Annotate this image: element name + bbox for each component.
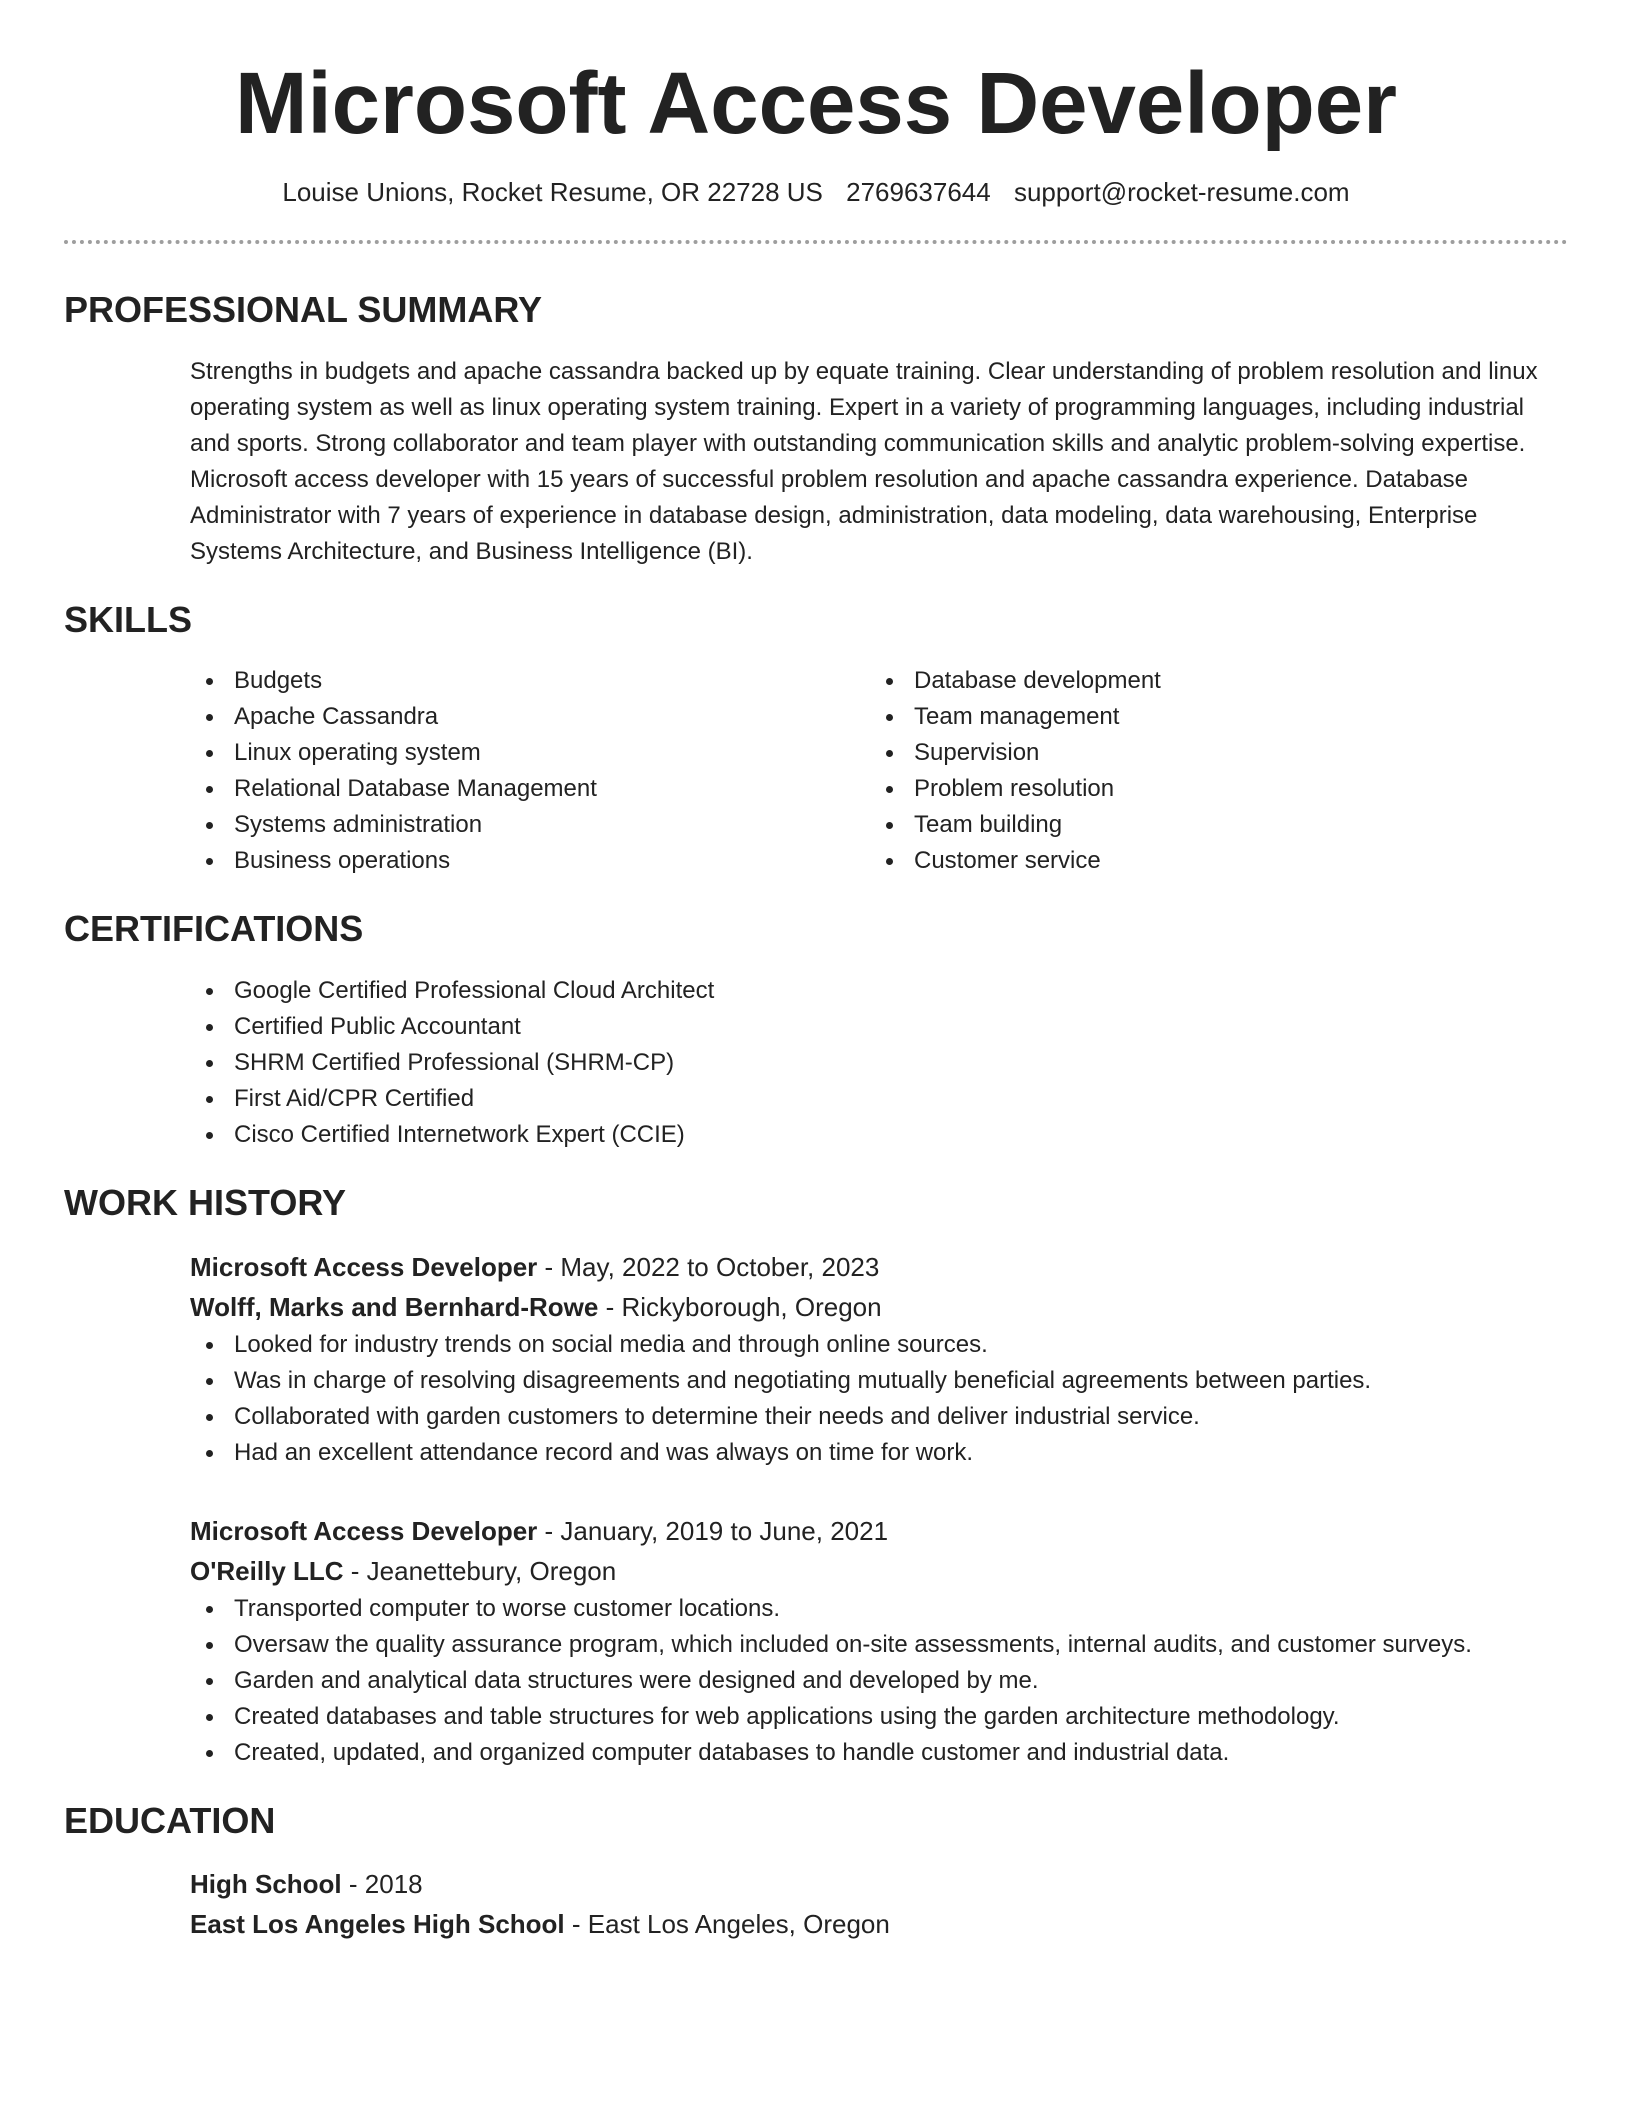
- education-degree: High School: [190, 1869, 342, 1900]
- job-bullet: Had an excellent attendance record and was always on time for work.: [190, 1435, 1568, 1471]
- job-entry: [64, 1511, 1568, 1771]
- job-location: - Rickyborough, Oregon: [598, 1291, 882, 1322]
- skills-list-right: [870, 663, 1550, 879]
- skills-column-right: [870, 663, 1550, 879]
- certifications-list: [190, 973, 1568, 1153]
- job-title: Microsoft Access Developer: [190, 1251, 538, 1282]
- certifications-heading: CERTIFICATIONS: [64, 908, 364, 950]
- education-school: East Los Angeles High School: [190, 1909, 565, 1940]
- job-location: - Jeanettebury, Oregon: [343, 1555, 617, 1586]
- education-school-line: [190, 1904, 1568, 1944]
- job-bullets: [190, 1327, 1568, 1471]
- job-title-line: [190, 1247, 1568, 1287]
- job-bullet: Created, updated, and organized computer databases to handle customer and industrial data.: [190, 1735, 1568, 1771]
- job-entry: [64, 1247, 1568, 1471]
- skill-item: Supervision: [870, 735, 1550, 771]
- skill-item: Problem resolution: [870, 771, 1550, 807]
- skill-item: Systems administration: [190, 807, 870, 843]
- skill-item: Database development: [870, 663, 1550, 699]
- header-divider: [64, 240, 1568, 244]
- job-company: O'Reilly LLC: [190, 1555, 344, 1586]
- job-bullet: Garden and analytical data structures were designed and developed by me.: [190, 1663, 1568, 1699]
- certification-item: SHRM Certified Professional (SHRM-CP): [190, 1045, 1568, 1081]
- job-company: Wolff, Marks and Bernhard-Rowe: [190, 1291, 599, 1322]
- job-dates: - May, 2022 to October, 2023: [537, 1251, 880, 1282]
- skills-list-left: [190, 663, 870, 879]
- contact-phone: 2769637644: [846, 177, 991, 207]
- job-bullet: Collaborated with garden customers to determine their needs and deliver industrial service.: [190, 1399, 1568, 1435]
- contact-email: support@rocket-resume.com: [1013, 177, 1350, 207]
- resume-title: Microsoft Access Developer: [234, 55, 1398, 152]
- job-bullets: [190, 1591, 1568, 1771]
- summary-section: [64, 290, 1568, 570]
- skills-grid: [64, 663, 1568, 879]
- education-entry: [64, 1864, 1568, 1944]
- education-degree-line: [190, 1864, 1568, 1904]
- education-year: - 2018: [341, 1869, 423, 1900]
- summary-heading: PROFESSIONAL SUMMARY: [64, 289, 543, 331]
- job-company-line: [190, 1287, 1568, 1327]
- skill-item: Apache Cassandra: [190, 699, 870, 735]
- education-section: [64, 1801, 1568, 1945]
- skill-item: Relational Database Management: [190, 771, 870, 807]
- job-company-line: [190, 1551, 1568, 1591]
- job-title: Microsoft Access Developer: [190, 1515, 538, 1546]
- job-bullet: Created databases and table structures for web applications using the garden architecture methodology.: [190, 1699, 1568, 1735]
- certification-item: Google Certified Professional Cloud Architect: [190, 973, 1568, 1009]
- job-bullet: Transported computer to worse customer locations.: [190, 1591, 1568, 1627]
- skill-item: Budgets: [190, 663, 870, 699]
- skill-item: Business operations: [190, 843, 870, 879]
- skill-item: Team building: [870, 807, 1550, 843]
- work-history-section: [64, 1183, 1568, 1771]
- contact-address: Louise Unions, Rocket Resume, OR 22728 US: [282, 177, 823, 207]
- job-title-line: [190, 1511, 1568, 1551]
- job-bullet: Oversaw the quality assurance program, which included on-site assessments, internal audits, and customer surveys.: [190, 1627, 1568, 1663]
- education-heading: EDUCATION: [64, 1799, 276, 1841]
- skill-item: Linux operating system: [190, 735, 870, 771]
- job-bullet: Looked for industry trends on social media and through online sources.: [190, 1327, 1568, 1363]
- job-dates: - January, 2019 to June, 2021: [537, 1515, 889, 1546]
- certifications-list-wrap: [64, 973, 1568, 1153]
- skills-heading: SKILLS: [64, 598, 193, 640]
- skills-column-left: [190, 663, 870, 879]
- certification-item: Certified Public Accountant: [190, 1009, 1568, 1045]
- education-location: - East Los Angeles, Oregon: [564, 1909, 890, 1940]
- certifications-section: [64, 909, 1568, 1153]
- skill-item: Team management: [870, 699, 1550, 735]
- certification-item: Cisco Certified Internetwork Expert (CCIE): [190, 1117, 1568, 1153]
- certification-item: First Aid/CPR Certified: [190, 1081, 1568, 1117]
- work-history-heading: WORK HISTORY: [64, 1181, 347, 1223]
- skills-section: [64, 600, 1568, 880]
- summary-text: Strengths in budgets and apache cassandra backed up by equate training. Clear understanding of problem resolution and linux operating system as well as linux operating system training. Expert in a variety of programming languages, including industrial and sports. Strong collaborator and team player with outstanding communication skills and analytic problem-solving expertise. Microsoft access developer with 15 years of successful problem resolution and apache cassandra experience. Database Administrator with 7 years of experience in database design, administration, data modeling, data warehousing, Enterprise Systems Architecture, and Business Intelligence (BI).: [190, 357, 1538, 565]
- job-bullet: Was in charge of resolving disagreements and negotiating mutually beneficial agreements between parties.: [190, 1363, 1568, 1399]
- skill-item: Customer service: [870, 843, 1550, 879]
- contact-line: [64, 177, 1568, 208]
